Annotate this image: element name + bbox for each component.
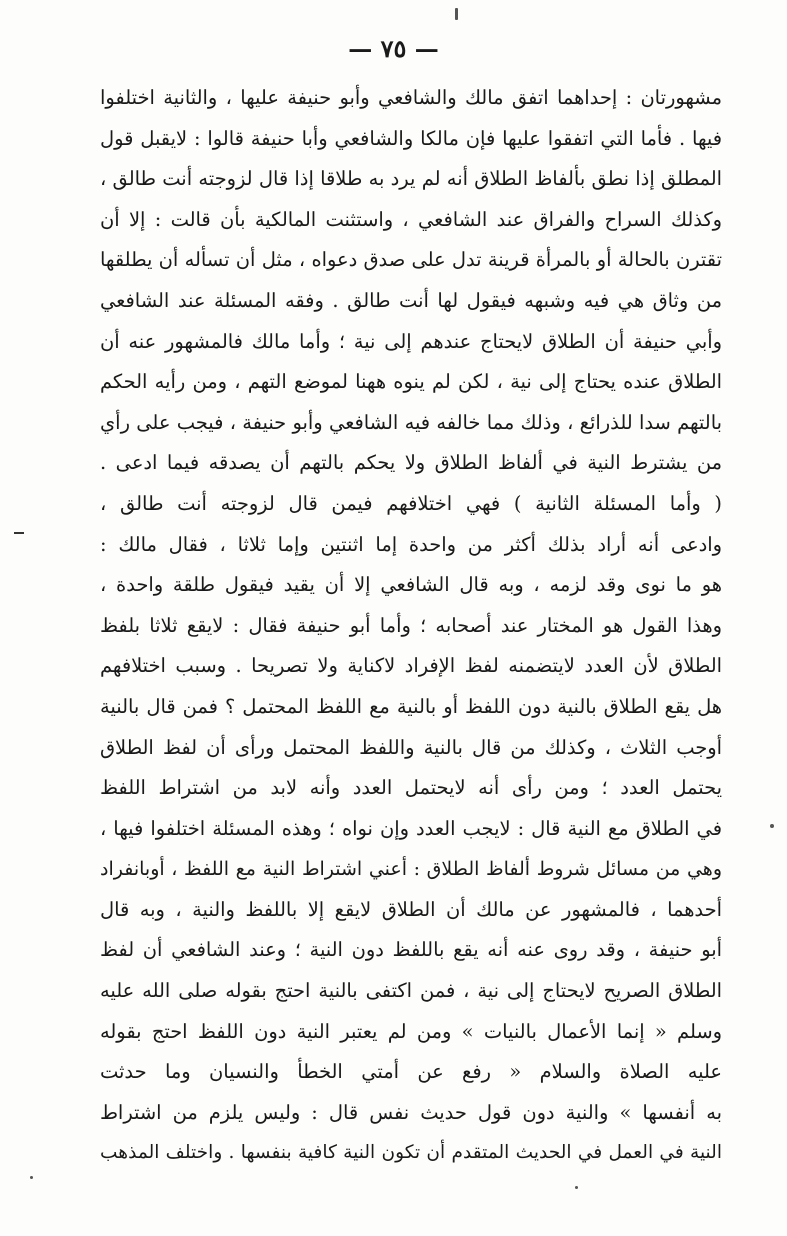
page-number: — ٧٥ — xyxy=(348,34,439,63)
text-line: بالتهم سدا للذرائع ، وذلك مما خالفه فيه الشافعي وأبو حنيفة ، فيجب على رأي xyxy=(100,410,722,434)
text-line: الطلاق عنده يحتاج إلى نية ، لكن لم ينوه ههنا لموضع التهم ، ومن رأيه الحكم xyxy=(100,370,722,394)
text-line: يحتمل العدد ؛ ومن رأى أنه لايحتمل العدد وأنه لابد من اشتراط اللفظ xyxy=(100,776,722,800)
text-line: تقترن بالحالة أو بالمرأة قرينة تدل على صدق دعواه ، مثل أن تسأله أن يطلقها xyxy=(100,248,722,272)
text-line: مشهورتان : إحداهما اتفق مالك والشافعي وأبو حنيفة عليها ، والثانية اختلفوا xyxy=(100,86,722,109)
text-line: وأبي حنيفة أن الطلاق لايحتاج عندهم إلى نية ؛ وأما مالك فالمشهور عنه أن xyxy=(100,329,722,353)
margin-mark xyxy=(14,532,24,534)
text-line: في الطلاق مع النية قال : لايجب العدد وإن نواه ؛ وهذه المسئلة اختلفوا فيها ، xyxy=(100,816,722,840)
text-line: وسلم « إنما الأعمال بالنيات » ومن لم يعتبر النية دون اللفظ احتج بقوله xyxy=(100,1019,722,1043)
text-line: وهذا القول هو المختار عند أصحابه ؛ وأما أبو حنيفة فقال : لايقع ثلاثا بلفظ xyxy=(100,613,722,637)
text-line: أبو حنيفة ، وقد روى عنه أنه يقع باللفظ دون النية ؛ وعند الشافعي أن لفظ xyxy=(100,938,722,962)
text-line: النية في العمل في الحديث المتقدم أن تكون النية كافية بنفسها . واختلف المذهب xyxy=(100,1142,722,1164)
scan-artifact xyxy=(575,1186,578,1189)
scan-artifact xyxy=(455,8,458,20)
text-line: وادعى أنه أراد بذلك أكثر من واحدة إما اثنتين وإما ثلاثا ، فقال مالك : xyxy=(100,532,722,556)
text-line: وهي من مسائل شروط ألفاظ الطلاق : أعني اشتراط النية مع اللفظ ، أوبانفراد xyxy=(100,858,722,881)
body-text xyxy=(100,78,722,1174)
text-line: من وثاق هي فيه وشبهه فيقول لها أنت طالق . وفقه المسئلة عند الشافعي xyxy=(100,288,722,312)
text-line: من يشترط النية في ألفاظ الطلاق ولا يحكم بالتهم أن يصدقه فيما ادعى . xyxy=(100,451,722,475)
text-line: به أنفسها » والنية دون قول حديث نفس قال : وليس يلزم من اشتراط xyxy=(100,1100,722,1124)
text-line: هو ما نوى وقد لزمه ، وبه قال الشافعي إلا أن يقيد فيقول طلقة واحدة ، xyxy=(100,573,722,597)
text-line: ( وأما المسئلة الثانية ) فهي اختلافهم فيمن قال لزوجته أنت طالق ، xyxy=(100,491,722,515)
text-line: أحدهما ، فالمشهور عن مالك أن الطلاق لايقع إلا باللفظ والنية ، وبه قال xyxy=(100,897,722,921)
text-line: المطلق إذا نطق بألفاظ الطلاق أنه لم يرد به طلاقا إذا قال لزوجته أنت طالق ، xyxy=(100,167,722,191)
scan-artifact xyxy=(30,1176,33,1179)
text-line: فيها . فأما التي اتفقوا عليها فإن مالكا والشافعي وأبا حنيفة قالوا : لايقبل قول xyxy=(100,126,722,150)
text-line: الطلاق لأن العدد لايتضمنه لفظ الإفراد لاكناية ولا تصريحا . وسبب اختلافهم xyxy=(100,654,722,678)
text-line: أوجب الثلاث ، وكذلك من قال بالنية واللفظ المحتمل ورأى أن لفظ الطلاق xyxy=(100,735,722,759)
text-line: وكذلك السراح والفراق عند الشافعي ، واستثنت المالكية بأن قالت : إلا أن xyxy=(100,207,722,231)
text-line: الطلاق الصريح لايحتاج إلى نية ، فمن اكتفى بالنية احتج بقوله صلى الله عليه xyxy=(100,979,722,1003)
text-line: هل يقع الطلاق بالنية دون اللفظ أو بالنية مع اللفظ المحتمل ؟ فمن قال بالنية xyxy=(100,694,722,718)
text-line: عليه الصلاة والسلام « رفع عن أمتي الخطأ والنسيان وما حدثت xyxy=(100,1060,722,1084)
scan-artifact xyxy=(770,824,774,828)
